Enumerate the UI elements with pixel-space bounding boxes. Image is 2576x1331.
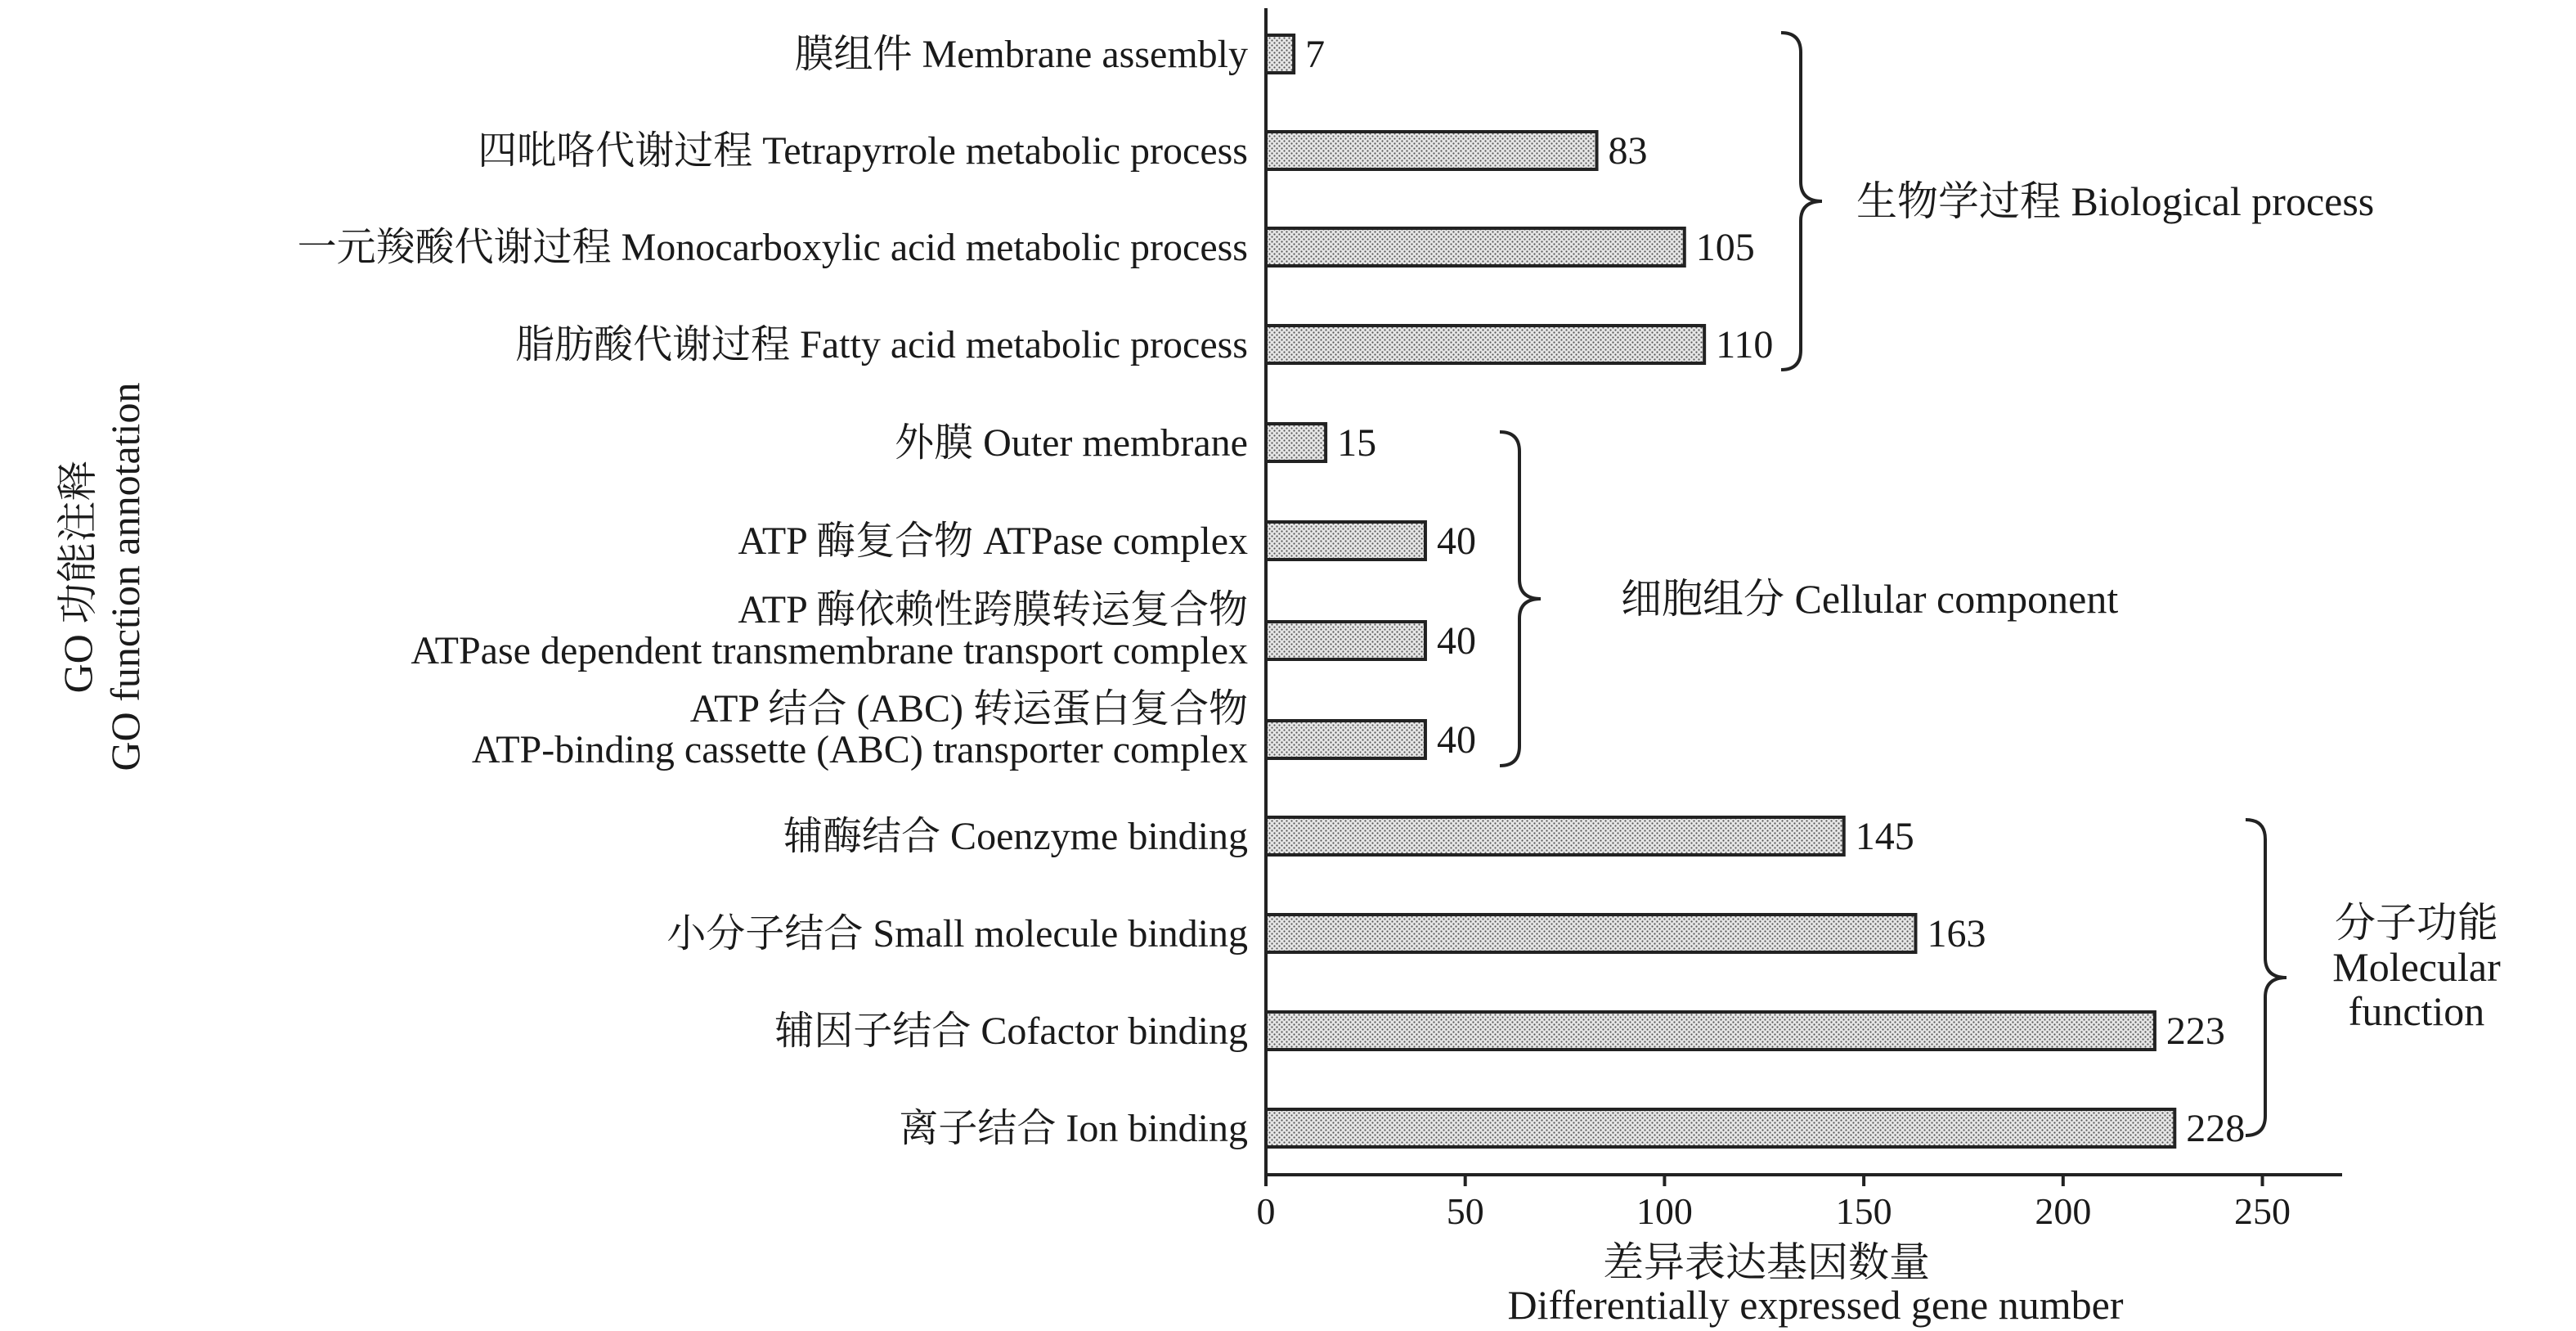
category-label-1: 四吡咯代谢过程 Tetrapyrrole metabolic process: [478, 129, 1248, 173]
value-label-7: 40: [1436, 718, 1476, 762]
category-label-0: 膜组件 Membrane assembly: [794, 33, 1248, 76]
group-braces: [1500, 33, 2501, 1135]
y-axis-title-cn: GO 功能注释: [55, 460, 101, 694]
bar-0: [1266, 35, 1294, 73]
category-label-3: 脂肪酸代谢过程 Fatty acid metabolic process: [515, 323, 1248, 366]
category-label-9: 小分子结合 Small molecule binding: [666, 912, 1248, 956]
group-label-2-line-0: 分子功能: [2335, 900, 2498, 946]
bar-5: [1266, 522, 1425, 560]
value-label-9: 163: [1927, 912, 1986, 956]
category-label-10: 辅因子结合 Cofactor binding: [774, 1009, 1248, 1053]
value-label-0: 7: [1305, 33, 1326, 76]
category-label-7-line-1: ATP-binding cassette (ABC) transporter complex: [471, 728, 1248, 771]
x-axis: [1257, 1175, 2343, 1232]
value-label-1: 83: [1608, 129, 1648, 173]
x-axis-title-en: Differentially expressed gene number: [1507, 1282, 2124, 1328]
bar-10: [1266, 1012, 2155, 1050]
value-label-2: 105: [1695, 226, 1755, 269]
bar-9: [1266, 915, 1915, 952]
x-tick-label-50: 50: [1446, 1190, 1484, 1232]
value-label-11: 228: [2186, 1107, 2246, 1150]
category-label-11: 离子结合 Ion binding: [899, 1107, 1248, 1150]
value-label-5: 40: [1436, 519, 1476, 563]
category-label-5: ATP 酶复合物 ATPase complex: [738, 519, 1248, 563]
bar-3: [1266, 326, 1704, 363]
group-brace-1: [1500, 432, 1541, 766]
category-labels: [298, 33, 1248, 1150]
bar-11: [1266, 1109, 2174, 1147]
value-label-8: 145: [1855, 815, 1914, 858]
bar-4: [1266, 424, 1326, 461]
group-label-2-line-1: Molecular: [2332, 944, 2501, 990]
group-label-2-line-2: function: [2348, 988, 2485, 1034]
bar-7: [1266, 721, 1425, 758]
category-label-8: 辅酶结合 Coenzyme binding: [783, 815, 1248, 858]
value-label-3: 110: [1716, 323, 1774, 366]
value-label-6: 40: [1436, 619, 1476, 663]
category-label-6-line-0: ATP 酶依赖性跨膜转运复合物: [738, 588, 1248, 632]
bar-2: [1266, 228, 1685, 266]
x-tick-label-0: 0: [1256, 1190, 1276, 1232]
group-brace-2: [2246, 820, 2287, 1135]
x-axis-title-cn: 差异表达基因数量: [1603, 1239, 1930, 1285]
value-label-10: 223: [2165, 1009, 2225, 1053]
x-tick-label-200: 200: [2035, 1190, 2092, 1232]
category-label-2: 一元羧酸代谢过程 Monocarboxylic acid metabolic process: [297, 226, 1248, 269]
bar-1: [1266, 132, 1597, 169]
group-label-0: 生物学过程 Biological process: [1856, 178, 2375, 224]
bar-6: [1266, 622, 1425, 659]
category-label-7-line-0: ATP 结合 (ABC) 转运蛋白复合物: [689, 687, 1248, 731]
y-axis-title-en: GO function annotation: [102, 382, 148, 771]
value-label-4: 15: [1337, 421, 1377, 465]
x-tick-label-150: 150: [1835, 1190, 1892, 1232]
group-label-1: 细胞组分 Cellular component: [1621, 576, 2119, 622]
group-brace-0: [1781, 33, 1822, 370]
category-label-6-line-1: ATPase dependent transmembrane transport complex: [411, 629, 1248, 672]
x-tick-label-250: 250: [2234, 1190, 2291, 1232]
x-tick-label-100: 100: [1636, 1190, 1693, 1232]
bar-8: [1266, 817, 1844, 855]
category-label-4: 外膜 Outer membrane: [895, 421, 1248, 465]
